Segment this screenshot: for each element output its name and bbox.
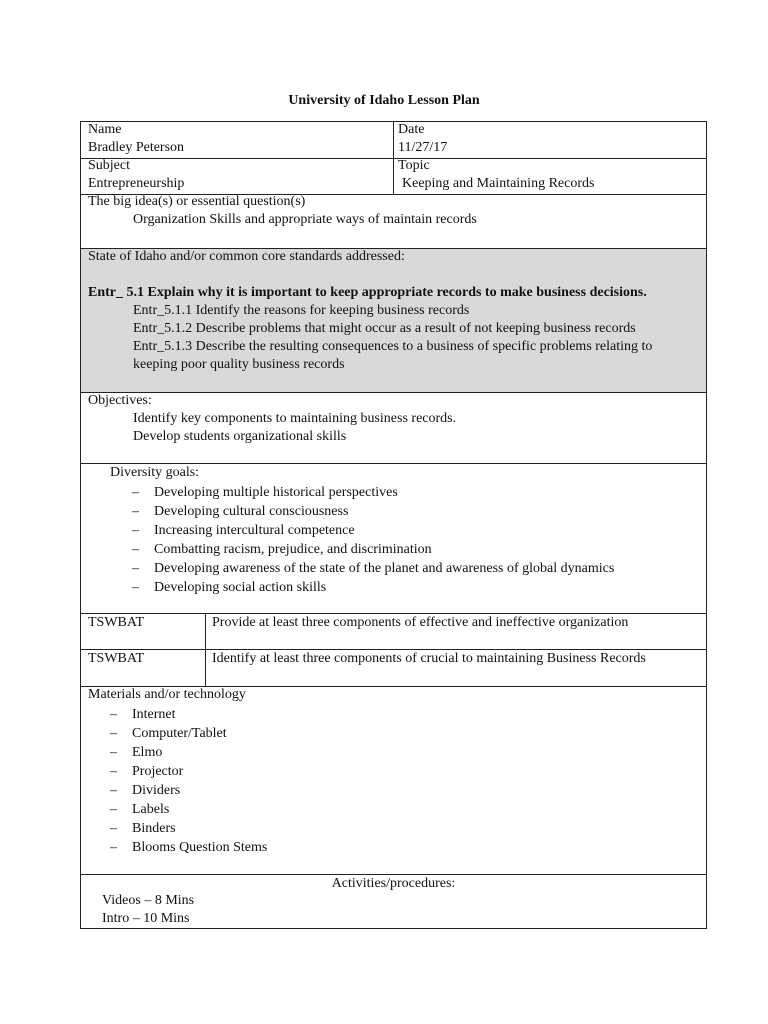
materials-item: Projector xyxy=(132,764,184,779)
tswbat-label: TSWBAT xyxy=(88,615,144,630)
dash-bullet: – xyxy=(132,561,139,576)
objective-item: Identify key components to maintaining business records. xyxy=(133,411,457,426)
standards-item: keeping poor quality business records xyxy=(133,357,345,372)
date-value: 11/27/17 xyxy=(398,140,448,155)
activities-label: Activities/procedures: xyxy=(331,876,456,891)
diversity-item: Developing multiple historical perspectives xyxy=(154,485,398,500)
list-item xyxy=(110,762,267,781)
list-item xyxy=(132,483,614,502)
list-item xyxy=(132,578,614,597)
dash-bullet: – xyxy=(110,745,117,760)
list-item xyxy=(110,838,267,857)
materials-item: Labels xyxy=(132,802,170,817)
list-item xyxy=(132,521,614,540)
dash-bullet: – xyxy=(110,707,117,722)
materials-label: Materials and/or technology xyxy=(88,687,246,702)
materials-item: Computer/Tablet xyxy=(132,726,227,741)
activity-item: Videos – 8 Mins xyxy=(102,893,195,908)
standards-main: Entr_ 5.1 Explain why it is important to keep appropriate records to make business decisions. xyxy=(88,285,647,300)
dash-bullet: – xyxy=(110,783,117,798)
page-title: University of Idaho Lesson Plan xyxy=(288,93,480,108)
diversity-item: Increasing intercultural competence xyxy=(154,523,355,538)
dash-bullet: – xyxy=(110,821,117,836)
list-item xyxy=(110,781,267,800)
tswbat-label: TSWBAT xyxy=(88,651,144,666)
list-item xyxy=(132,540,614,559)
dash-bullet: – xyxy=(132,542,139,557)
standards-item: Entr_5.1.2 Describe problems that might occur as a result of not keeping business records xyxy=(133,321,636,336)
objectives-label: Objectives: xyxy=(88,393,152,408)
dash-bullet: – xyxy=(110,726,117,741)
diversity-item: Combatting racism, prejudice, and discrimination xyxy=(154,542,432,557)
tswbat-text: Identify at least three components of crucial to maintaining Business Records xyxy=(212,651,646,666)
dash-bullet: – xyxy=(110,764,117,779)
materials-list xyxy=(110,705,267,857)
dash-bullet: – xyxy=(132,523,139,538)
diversity-list xyxy=(132,483,614,597)
list-item xyxy=(132,559,614,578)
list-item xyxy=(132,502,614,521)
list-item xyxy=(110,724,267,743)
materials-item: Internet xyxy=(132,707,176,722)
objective-item: Develop students organizational skills xyxy=(133,429,347,444)
materials-item: Elmo xyxy=(132,745,163,760)
diversity-item: Developing awareness of the state of the planet and awareness of global dynamics xyxy=(154,561,615,576)
dash-bullet: – xyxy=(132,504,139,519)
list-item xyxy=(110,819,267,838)
list-item xyxy=(110,743,267,762)
dash-bullet: – xyxy=(110,802,117,817)
rule-header-divider xyxy=(393,121,394,194)
materials-item: Blooms Question Stems xyxy=(132,840,268,855)
topic-label: Topic xyxy=(398,158,430,173)
big-idea-label: The big idea(s) or essential question(s) xyxy=(88,194,306,209)
rule-standards-bottom xyxy=(80,392,707,393)
rule-tswbat-divider xyxy=(205,613,206,686)
name-label: Name xyxy=(88,122,122,137)
name-value: Bradley Peterson xyxy=(88,140,185,155)
subject-value: Entrepreneurship xyxy=(88,176,185,191)
topic-value: Keeping and Maintaining Records xyxy=(402,176,595,191)
dash-bullet: – xyxy=(132,485,139,500)
diversity-item: Developing cultural consciousness xyxy=(154,504,349,519)
activity-item: Intro – 10 Mins xyxy=(102,911,190,926)
big-idea-text: Organization Skills and appropriate ways of maintain records xyxy=(133,212,477,227)
dash-bullet: – xyxy=(132,580,139,595)
list-item xyxy=(110,800,267,819)
dash-bullet: – xyxy=(110,840,117,855)
date-label: Date xyxy=(398,122,425,137)
standards-item: Entr_5.1.3 Describe the resulting consequences to a business of specific problems relating to xyxy=(133,339,653,354)
diversity-label: Diversity goals: xyxy=(110,465,200,480)
list-item xyxy=(110,705,267,724)
tswbat-text: Provide at least three components of effective and ineffective organization xyxy=(212,615,629,630)
standards-label: State of Idaho and/or common core standards addressed: xyxy=(88,249,405,264)
subject-label: Subject xyxy=(88,158,130,173)
standards-item: Entr_5.1.1 Identify the reasons for keeping business records xyxy=(133,303,470,318)
materials-item: Binders xyxy=(132,821,176,836)
materials-item: Dividers xyxy=(132,783,181,798)
diversity-item: Developing social action skills xyxy=(154,580,327,595)
